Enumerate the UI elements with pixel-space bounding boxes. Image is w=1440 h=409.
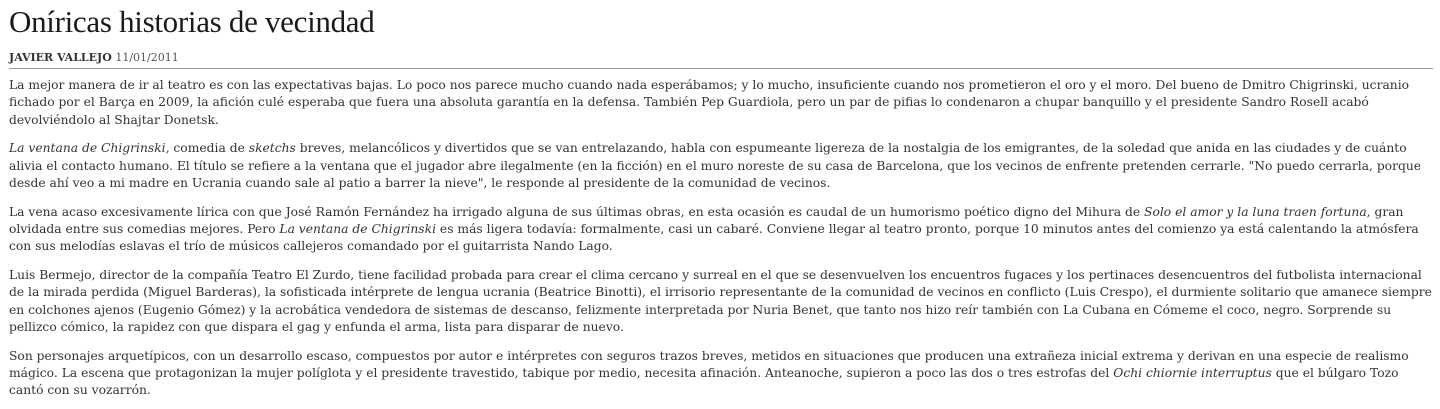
paragraph-text: La vena acaso excesivamente lírica con que José Ramón Fernández ha irrigado alguna de sus últimas obras, en esta ocasión es caudal de un humorismo poético digno del Mihura de	[9, 204, 1145, 219]
author-name[interactable]: JAVIER VALLEJO	[9, 51, 112, 64]
paragraph-2	[9, 140, 1433, 192]
paragraph-text: breves, melancólicos y divertidos que se van entrelazando, habla con espumeante ligereza de la nostalgia de los emigrantes, de la soledad que anida en las ciudades y de cuánto alivia el contacto humano. El título se refiere a la ventana que el jugador abre ilegalmente (en la ficción) en el muro noreste de su casa de Barcelona, que los vecinos de enfrente pretenden cerrarle. "No puedo cerrarla, porque desde ahí veo a mi madre en Ucrania cuando sale al patio a barrer la nieve", le responde al presidente de la comunidad de vecinos.	[9, 141, 1422, 190]
play-title: La ventana de Chigrinski,	[9, 141, 170, 156]
paragraph-text: Luis Bermejo, director de la compañía Teatro El Zurdo, tiene facilidad probada para crear el clima cercano y surreal en el que se desenvuelven los encuentros fugaces y los pertinaces desencuentros del futbolista internacional de la mirada perdida (Miguel Barderas), la sofisticada intérprete de lengua ucrania (Beatrice Binotti), el irrisorio representante de la comunidad de vecinos en conflicto (Luis Crespo), el durmiente solitario que amanece siempre en colchones ajenos (Eugenio Gómez) y la acrobática vendedora de sistemas de descanso, felizmente interpretada por Nuria Benet, que tanto nos hizo reír también con La Cubana en Cómeme el coco, negro. Sorprende su pellizco cómico, la rapidez con que dispara el gag y enfunda el arma, lista para disparar de nuevo.	[9, 268, 1432, 335]
paragraph-text: comedia de	[169, 141, 249, 156]
paragraph-3	[9, 204, 1433, 256]
italic-term: sketchs	[248, 141, 296, 156]
song-title: Ochi chiornie interruptus	[1113, 366, 1272, 381]
play-title: La ventana de Chigrinski	[279, 222, 437, 237]
publish-date: 11/01/2011	[115, 51, 179, 64]
paragraph-4	[9, 267, 1433, 336]
paragraph-text: La mejor manera de ir al teatro es con las expectativas bajas. Lo poco nos parece mucho cuando nada esperábamos; y lo mucho, insuficiente cuando nos prometieron el oro y el moro. Del bueno de Dmitro Chigrinski, ucranio fichado por el Barça en 2009, la afición culé esperaba que fuera una absoluta garantía en la defensa. También Pep Guardiola, pero un par de pifias lo condenaron a chupar banquillo y el presidente Sandro Rosell acabó devolviéndolo al Shajtar Donetsk.	[9, 78, 1410, 127]
article-body	[9, 77, 1433, 400]
paragraph-text: Son personajes arquetípicos, con un desarrollo escaso, compuestos por autor e intérpretes con seguros trazos breves, metidos en situaciones que producen una extrañeza inicial extrema y derivan en una especie de realismo mágico. La escena que protagonizan la mujer políglota y el presidente travestido, tabique por medio, necesita afinación. Anteanoche, supieron a poco las dos o tres estrofas del	[9, 348, 1409, 381]
play-title: Solo el amor y la luna traen fortuna	[1144, 204, 1367, 219]
paragraph-1	[9, 77, 1433, 129]
paragraph-5	[9, 348, 1433, 400]
paragraph-text: , gran olvidada entre sus comedias mejores. Pero	[9, 204, 1404, 237]
byline	[9, 51, 1433, 69]
paragraph-text: que el búlgaro Tozo cantó con su vozarrón.	[9, 366, 1399, 398]
article-headline: Oníricas historias de vecindad	[9, 4, 375, 39]
paragraph-text: es más ligera todavía: formalmente, casi un cabaré. Conviene llegar al teatro pronto, porque 10 minutos antes del comienzo ya está calentando la atmósfera con sus melodías eslavas el trío de músicos callejeros comandado por el guitarrista Nando Lago.	[9, 222, 1419, 254]
